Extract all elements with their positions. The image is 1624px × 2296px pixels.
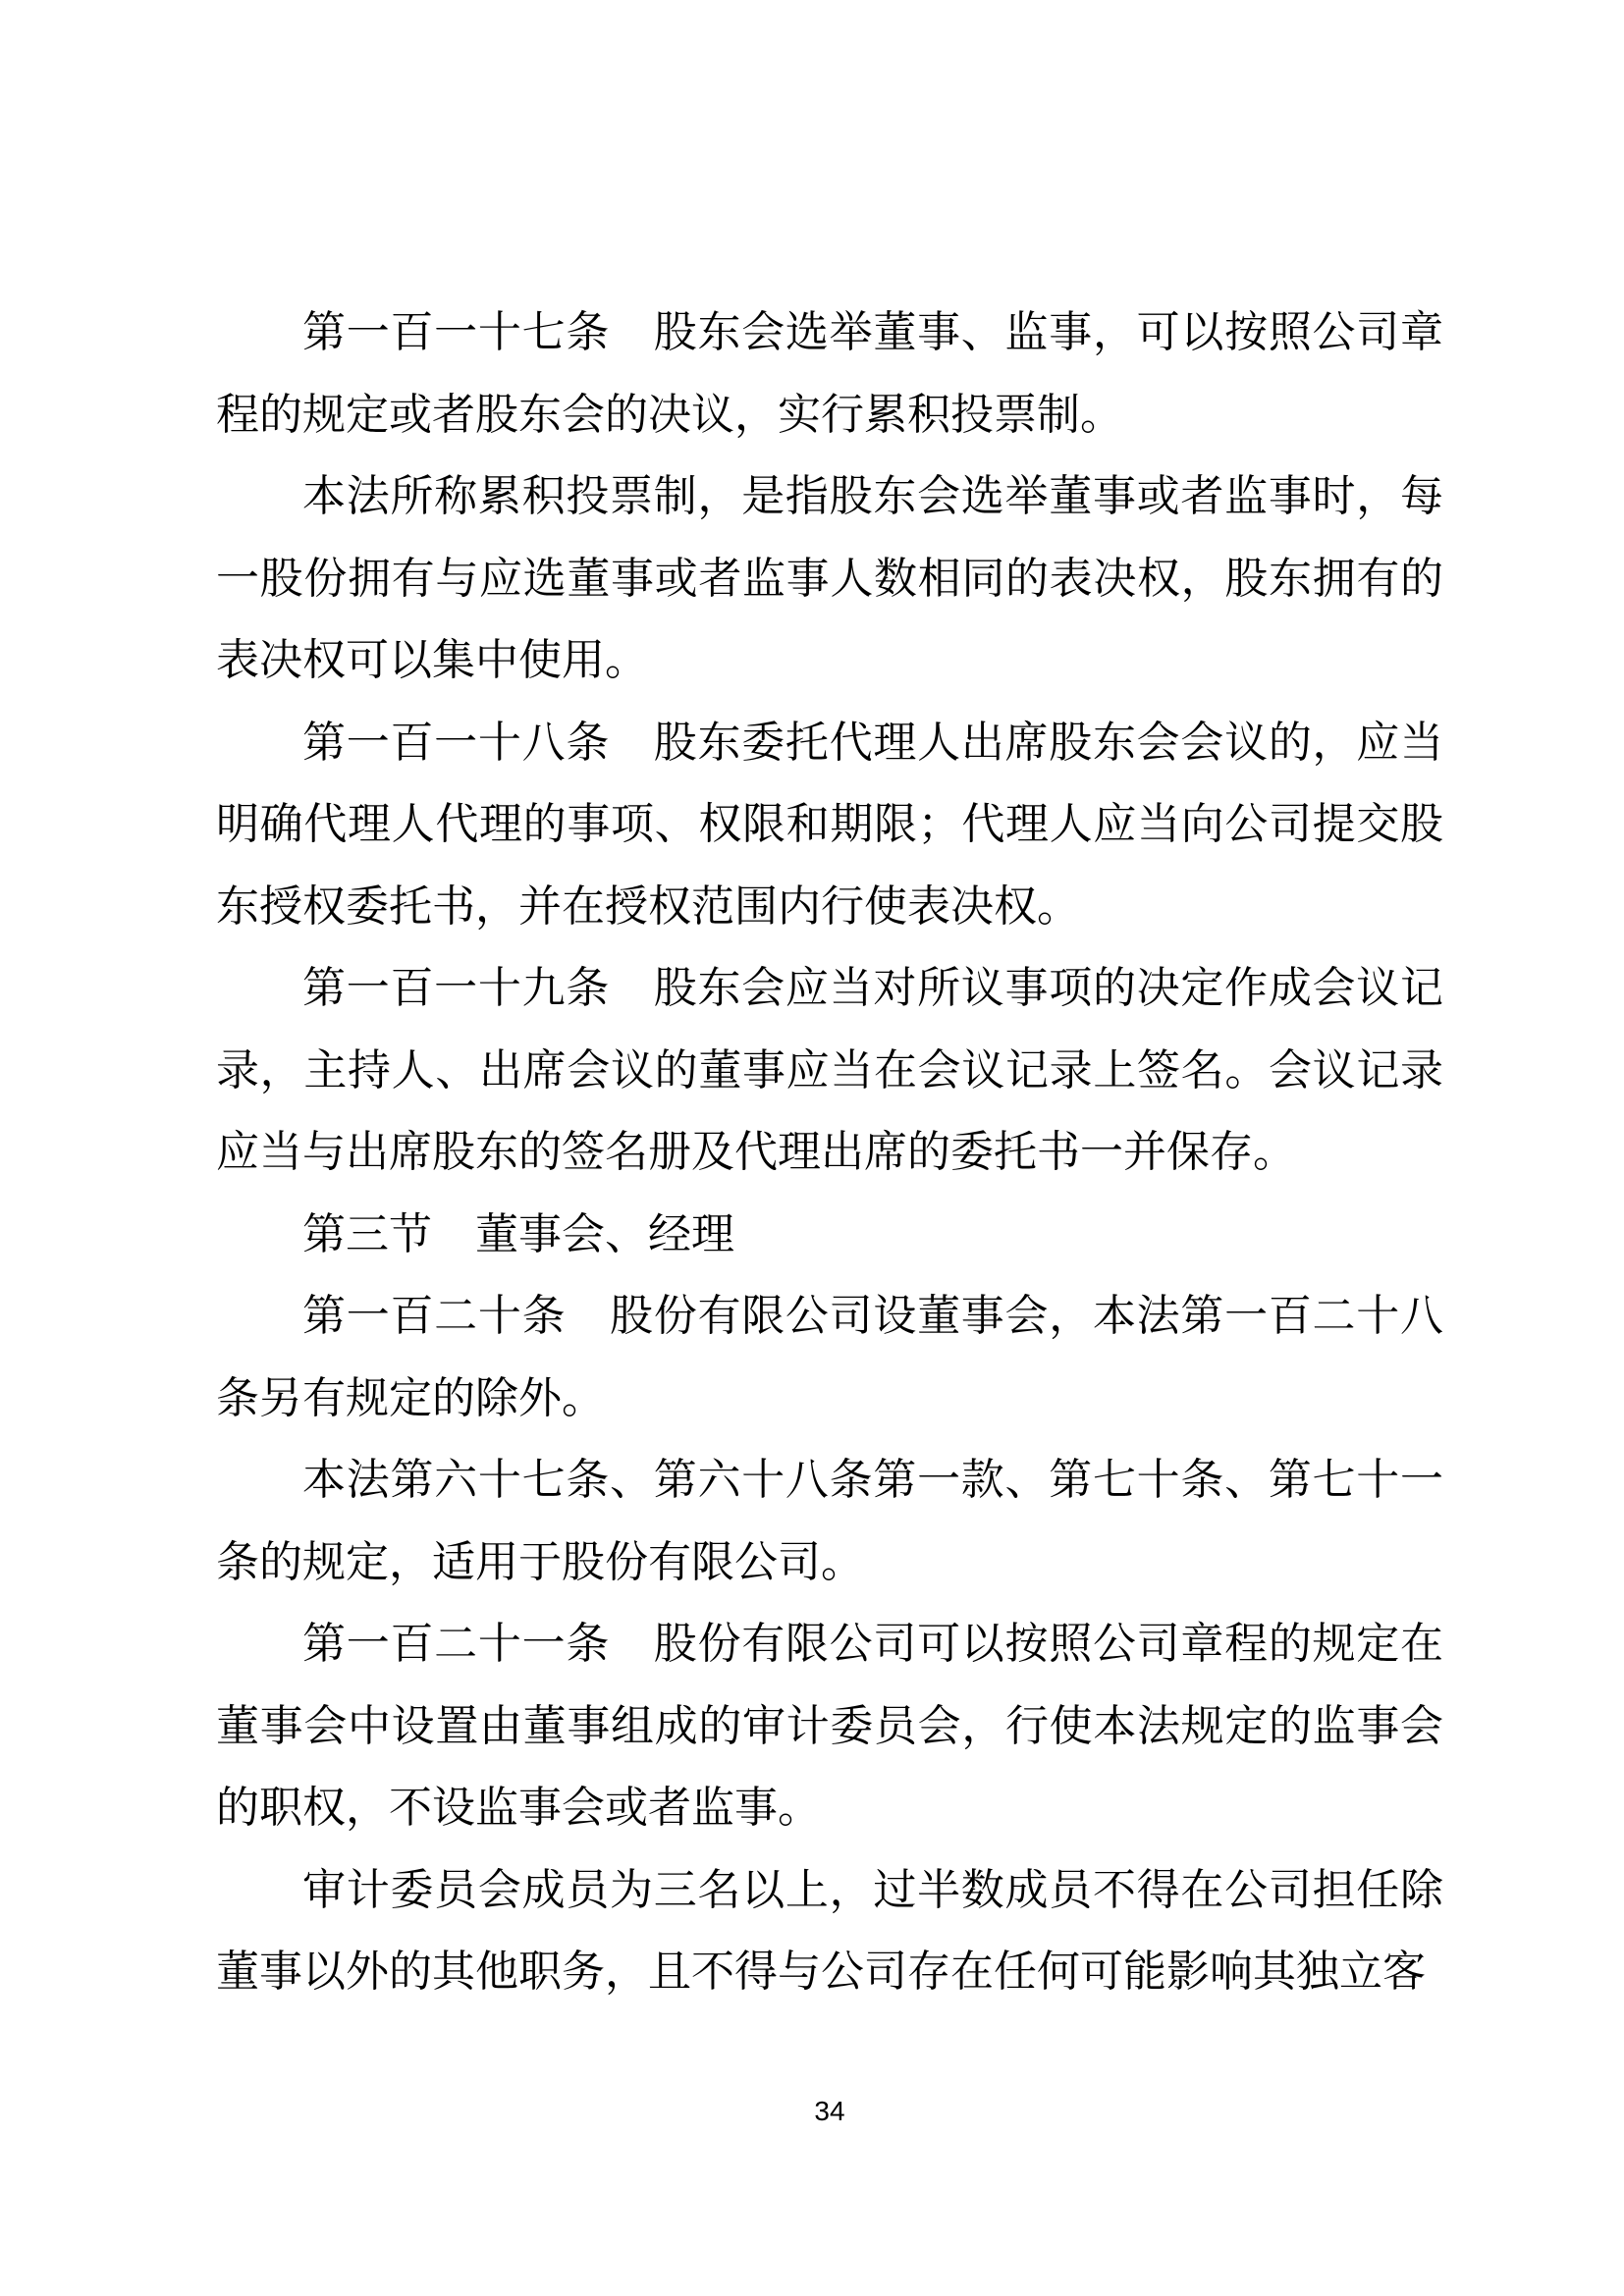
paragraph-article-117: 第一百一十七条 股东会选举董事、监事，可以按照公司章程的规定或者股东会的决议，实行累积投票制。 <box>216 308 1443 439</box>
paragraph-article-119: 第一百一十九条 股东会应当对所议事项的决定作成会议记录，主持人、出席会议的董事应当在会议记录上签名。会议记录应当与出席股东的签名册及代理出席的委托书一并保存。 <box>216 964 1443 1176</box>
paragraph-article-121: 第一百二十一条 股份有限公司可以按照公司章程的规定在董事会中设置由董事组成的审计委员会，行使本法规定的监事会的职权，不设监事会或者监事。 <box>216 1620 1443 1832</box>
paragraph-article-118: 第一百一十八条 股东委托代理人出席股东会会议的，应当明确代理人代理的事项、权限和期限；代理人应当向公司提交股东授权委托书，并在授权范围内行使表决权。 <box>216 718 1443 931</box>
page-number: 34 <box>814 2096 845 2126</box>
paragraph-article-120: 第一百二十条 股份有限公司设董事会，本法第一百二十八条另有规定的除外。 <box>216 1292 1443 1422</box>
paragraph-article-120-applicability: 本法第六十七条、第六十八条第一款、第七十条、第七十一条的规定，适用于股份有限公司。 <box>216 1456 1443 1586</box>
paragraph-article-117-cumulative-voting: 本法所称累积投票制，是指股东会选举董事或者监事时，每一股份拥有与应选董事或者监事人数相同的表决权，股东拥有的表决权可以集中使用。 <box>216 472 1443 684</box>
paragraph-article-121-audit-committee: 审计委员会成员为三名以上，过半数成员不得在公司担任除董事以外的其他职务，且不得与公司存在任何可能影响其独立客 <box>216 1865 1443 1996</box>
document-body <box>216 292 1443 2013</box>
section-3-heading: 第三节 董事会、经理 <box>302 1209 734 1258</box>
